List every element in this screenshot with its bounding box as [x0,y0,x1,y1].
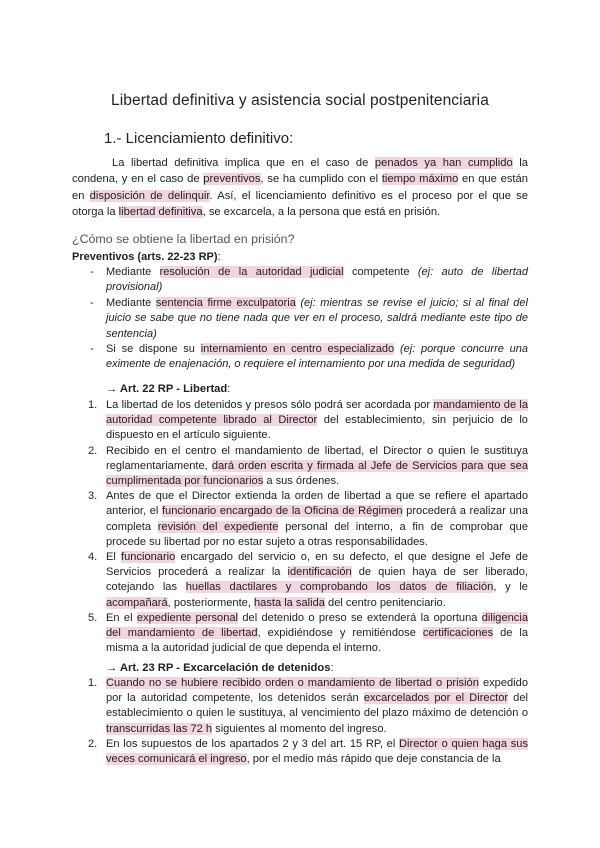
highlighted-text: resolución de la autoridad judicial [159,266,344,278]
highlighted-text: penados ya han cumplido [374,157,513,169]
highlighted-text: Director o quien haga sus veces comunicará el ingreso [106,737,529,766]
highlighted-text: expediente personal [136,611,239,624]
italic-note: (ej: auto de libertad provisional) [106,266,529,294]
highlighted-text: internamiento en centro especializado [200,343,395,356]
art23-list [72,676,528,767]
dash-bullet: - [90,266,94,278]
art22-list [72,398,528,656]
italic-note: (ej: mientras se revise el juicio; si al final del juicio se sabe que no tiene nada que ver en el proceso, saldrá mediante este tipo de sentencia) [106,296,528,340]
list-item: 1. Cuando no se hubiere recibido orden o mandamiento de libertad o prisión expedido por la autoridad competente, los detenidos serán excarcelados por el Director del establecimiento o quien le sustituya, al vencimiento del plazo máximo de detención o transcurridas las 72 h siguientes al momento del ingreso. [88,677,528,735]
italic-note: (ej: porque concurre una eximente de enajenación, o requiere el internamiento por una medida de seguridad) [106,343,529,371]
art23-heading: → Art. 23 RP - Excarcelación de detenidos: [106,662,334,674]
highlighted-text: tiempo máximo [381,173,459,186]
document-title: Libertad definitiva y asistencia social postpenitenciaria [111,92,489,109]
highlighted-text: mandamiento de la autoridad competente librado al Director [106,399,529,427]
highlighted-text: dará orden escrita y firmada al Jefe de Servicios para que sea cumplimentada por funcionarios [106,459,528,488]
dash-bullet: - [90,296,94,309]
list-item: 2. Recibido en el centro el mandamiento de libertad, el Director o quien le sustituya reglamentariamente, dará orden escrita y firmada al Jefe de Servicios para que sea cumplimentada por funcionarios a sus órdenes. [88,444,528,488]
highlighted-text: identificación [287,566,352,579]
highlighted-text: sentencia firme exculpatoria [155,296,296,309]
highlighted-text: hasta la salida [254,596,325,609]
list-item: 1. La libertad de los detenidos y presos sólo podrá ser acordada por mandamiento de la autoridad competente librado al Director del establecimiento, sin perjuicio de lo dispuesto en el artículo siguiente. [88,399,529,442]
list-item: - Mediante resolución de la autoridad judicial competente (ej: auto de libertad provisional) [90,266,529,294]
highlighted-text: diligencia del mandamiento de libertad [106,611,528,640]
preventivos-list [72,265,528,373]
highlighted-text: disposición de delinquir [89,189,210,202]
list-item: - Si se dispone su internamiento en centro especializado (ej: porque concurre una eximente de enajenación, o requiere el internamiento por una medida de seguridad) [90,343,529,371]
highlighted-text: excarcelados por el Director [363,692,509,705]
highlighted-text: funcionario [121,551,176,564]
highlighted-text: huellas dactilares y comprobando los datos de filiación [185,581,494,594]
highlighted-text: preventivos [203,173,261,186]
section-heading-licenciamiento: 1.- Licenciamiento definitivo: [104,130,294,147]
question-heading: ¿Cómo se obtiene la libertad en prisión? [72,232,295,246]
preventivos-label: Preventivos (arts. 22-23 RP): [72,251,221,263]
highlighted-text: revisión del expediente [157,520,279,533]
list-item: 4. El funcionario encargado del servicio o, en su defecto, el que designe el Jefe de Servicios procederá a realizar la identificación de quien haya de ser liberado, cotejando las huellas dactilares y comprobando los datos de filiación, y le acompañará, posteriormente, hasta la salida del centro penitenciario. [88,551,528,609]
highlighted-text: Cuando no se hubiere recibido orden o mandamiento de libertad o prisión [106,677,479,689]
highlighted-text: funcionario encargado de la Oficina de Régimen [161,505,403,518]
highlighted-text: libertad definitiva [118,206,203,219]
highlighted-text: transcurridas las 72 h [106,722,213,735]
intro-paragraph: La libertad definitiva implica que en el caso de penados ya han cumplido la condena, y en el caso de preventivos, se ha cumplido con el tiempo máximo en que están en disposición de delinquir. Así, el licenciamiento definitivo es el proceso por el que se otorga la libertad definitiva, se excarcela, a la persona que está en prisión. [72,157,529,219]
dash-bullet: - [90,343,94,356]
highlighted-text: acompañará [106,596,168,609]
list-item: 3. Antes de que el Director extienda la orden de libertad a que se refiere el apartado anterior, el funcionario encargado de la Oficina de Régimen procederá a realizar una completa revisión del expediente personal del interno, a fin de comprobar que procede su libertad por no estar sujeto a otras responsabilidades. [88,490,529,548]
list-item: 2. En los supuestos de los apartados 2 y 3 del art. 15 RP, el Director o quien haga sus veces comunicará el ingreso, por el medio más rápido que deje constancia de la [88,737,529,766]
highlighted-text: certificaciones [422,627,494,640]
art22-heading: → Art. 22 RP - Libertad: [106,383,231,395]
list-item: 5. En el expediente personal del detenido o preso se extenderá la oportuna diligencia del mandamiento de libertad, expidiéndose y remitiéndose certificaciones de la misma a la autoridad judicial de que dependa el interno. [88,611,528,655]
list-item: - Mediante sentencia firme exculpatoria (ej: mientras se revise el juicio; si al final del juicio se sabe que no tiene nada que ver en el proceso, saldrá mediante este tipo de sentencia) [90,296,528,340]
